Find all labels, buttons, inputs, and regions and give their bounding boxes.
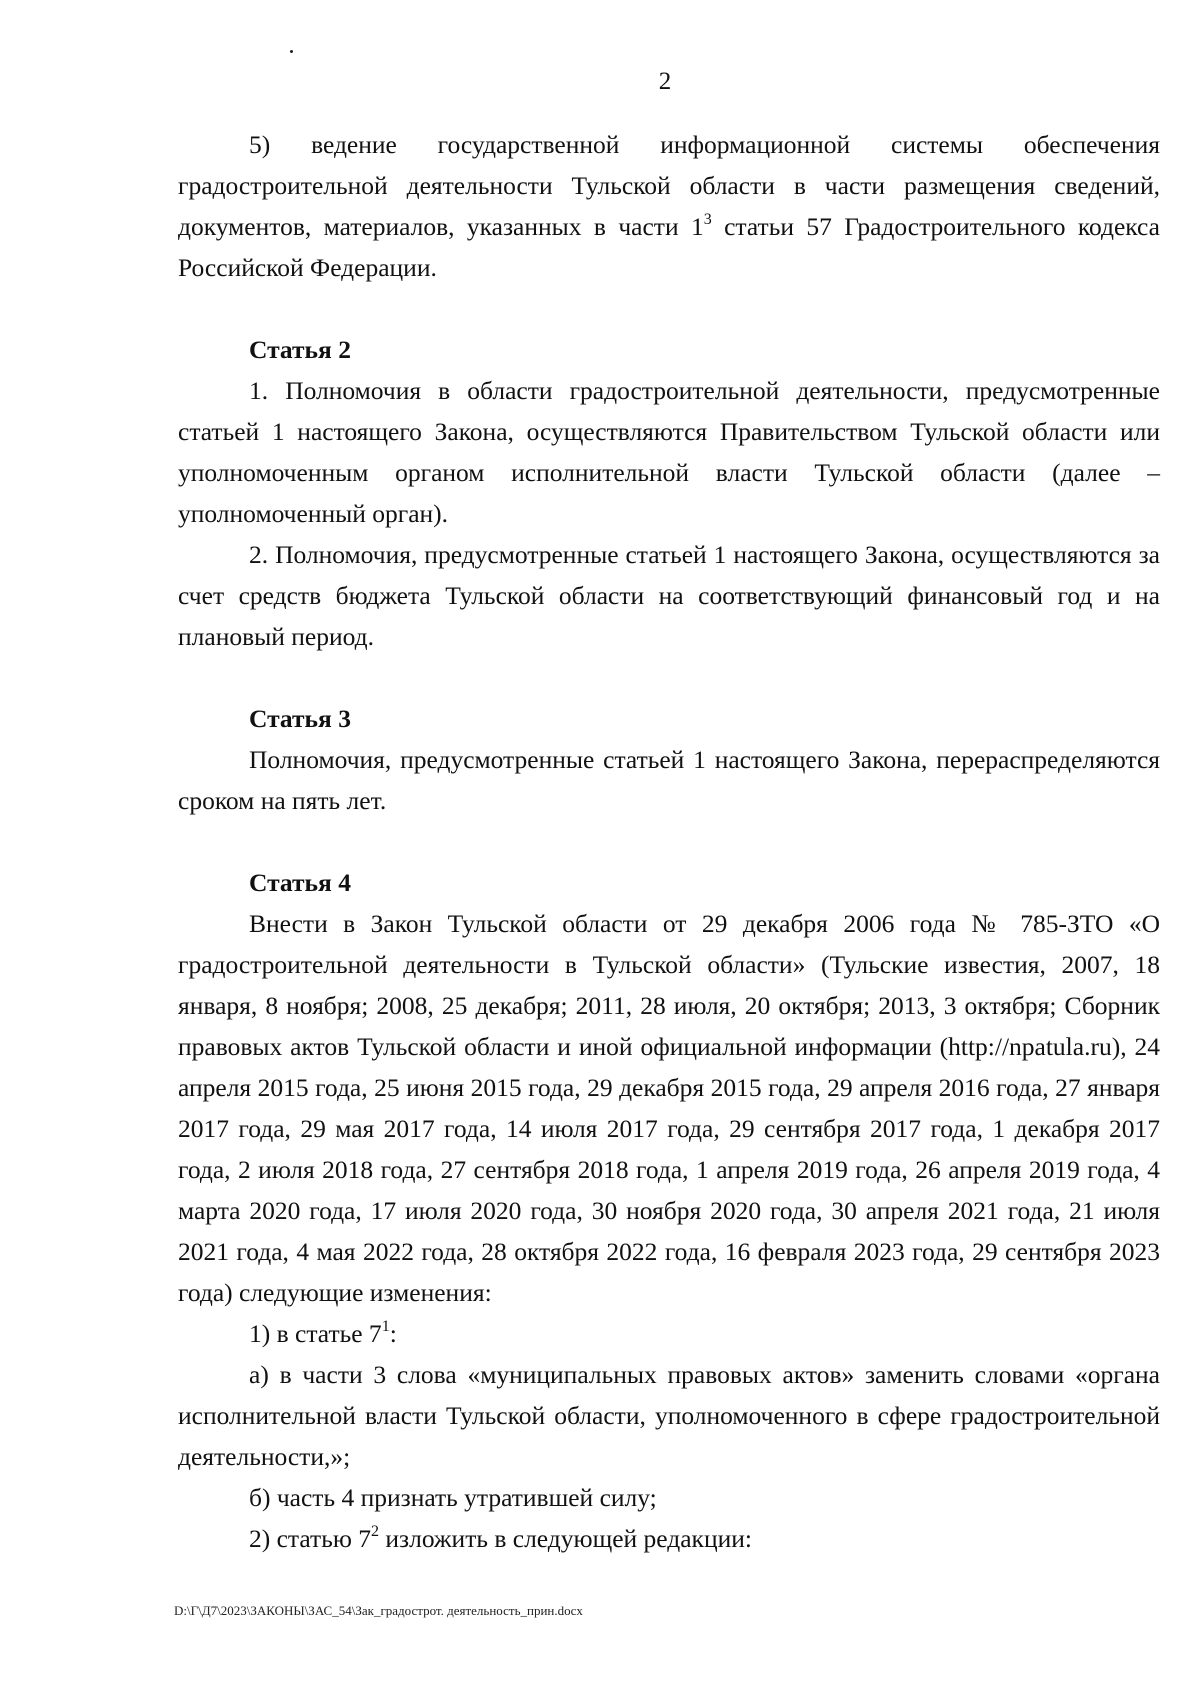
article-2-paragraph-2: 2. Полномочия, предусмотренные статьей 1 настоящего Закона, осуществляются за счет средств бюджета Тульской области на соответствующий финансовый год и на плановый период.	[178, 540, 1160, 651]
article-4-heading: Статья 4	[249, 868, 351, 897]
article-4-item-1: 1) в статье $7^1$:	[249, 1318, 397, 1348]
document-body	[178, 124, 1160, 1559]
article-2-heading: Статья 2	[249, 335, 351, 364]
superscript: 3	[703, 211, 712, 228]
article-4-item-1a: а) в части 3 слова «муниципальных правовых актов» заменить словами «органа исполнительной власти Тульской области, уполномоченного в сфере градостроительной деятельности,»;	[178, 1360, 1160, 1471]
scan-speck	[290, 50, 293, 53]
superscript: 2	[371, 1523, 379, 1540]
article-4-item-2: 2) статью $7^2$ изложить в следующей редакции:	[249, 1523, 752, 1553]
article-3-paragraph-1: Полномочия, предусмотренные статьей 1 настоящего Закона, перераспределяются сроком на пять лет.	[178, 745, 1160, 815]
footer-file-path: D:\Г\Д7\2023\ЗАКОНЫ\ЗАС_54\Зак_градострот. деятельность_прин.docx	[174, 1603, 583, 1618]
superscript: 1	[381, 1318, 390, 1335]
article-4-item-1b: б) часть 4 признать утратившей силу;	[249, 1483, 657, 1512]
paragraph-item-5: 5) ведение государственной информационной системы обеспечения градостроительной деятельности Тульской области в части размещения сведений, документов, материалов, указанных в части $1^3$ статьи 57 Градостроительного кодекса Российской Федерации.	[178, 130, 1160, 282]
article-3-heading: Статья 3	[249, 704, 351, 733]
article-4-paragraph-1: Внести в Закон Тульской области от 29 декабря 2006 года № 785-ЗТО «О градостроительной деятельности в Тульской области» (Тульские известия, 2007, 18 января, 8 ноября; 2008, 25 декабря; 2011, 28 июля, 20 октября; 2013, 3 октября; Сборник правовых актов Тульской области и иной официальной информации (http://npatula.ru), 24 апреля 2015 года, 25 июня 2015 года, 29 декабря 2015 года, 29 апреля 2016 года, 27 января 2017 года, 29 мая 2017 года, 14 июля 2017 года, 29 сентября 2017 года, 1 декабря 2017 года, 2 июля 2018 года, 27 сентября 2018 года, 1 апреля 2019 года, 26 апреля 2019 года, 4 марта 2020 года, 17 июля 2020 года, 30 ноября 2020 года, 30 апреля 2021 года, 21 июля 2021 года, 4 мая 2022 года, 28 октября 2022 года, 16 февраля 2023 года, 29 сентября 2023 года) следующие изменения:	[178, 909, 1160, 1307]
article-2-paragraph-1: 1. Полномочия в области градостроительной деятельности, предусмотренные статьей 1 настоящего Закона, осуществляются Правительством Тульской области или уполномоченным органом исполнительной власти Тульской области (далее – уполномоченный орган).	[178, 376, 1160, 528]
page-number: 2	[658, 68, 672, 95]
